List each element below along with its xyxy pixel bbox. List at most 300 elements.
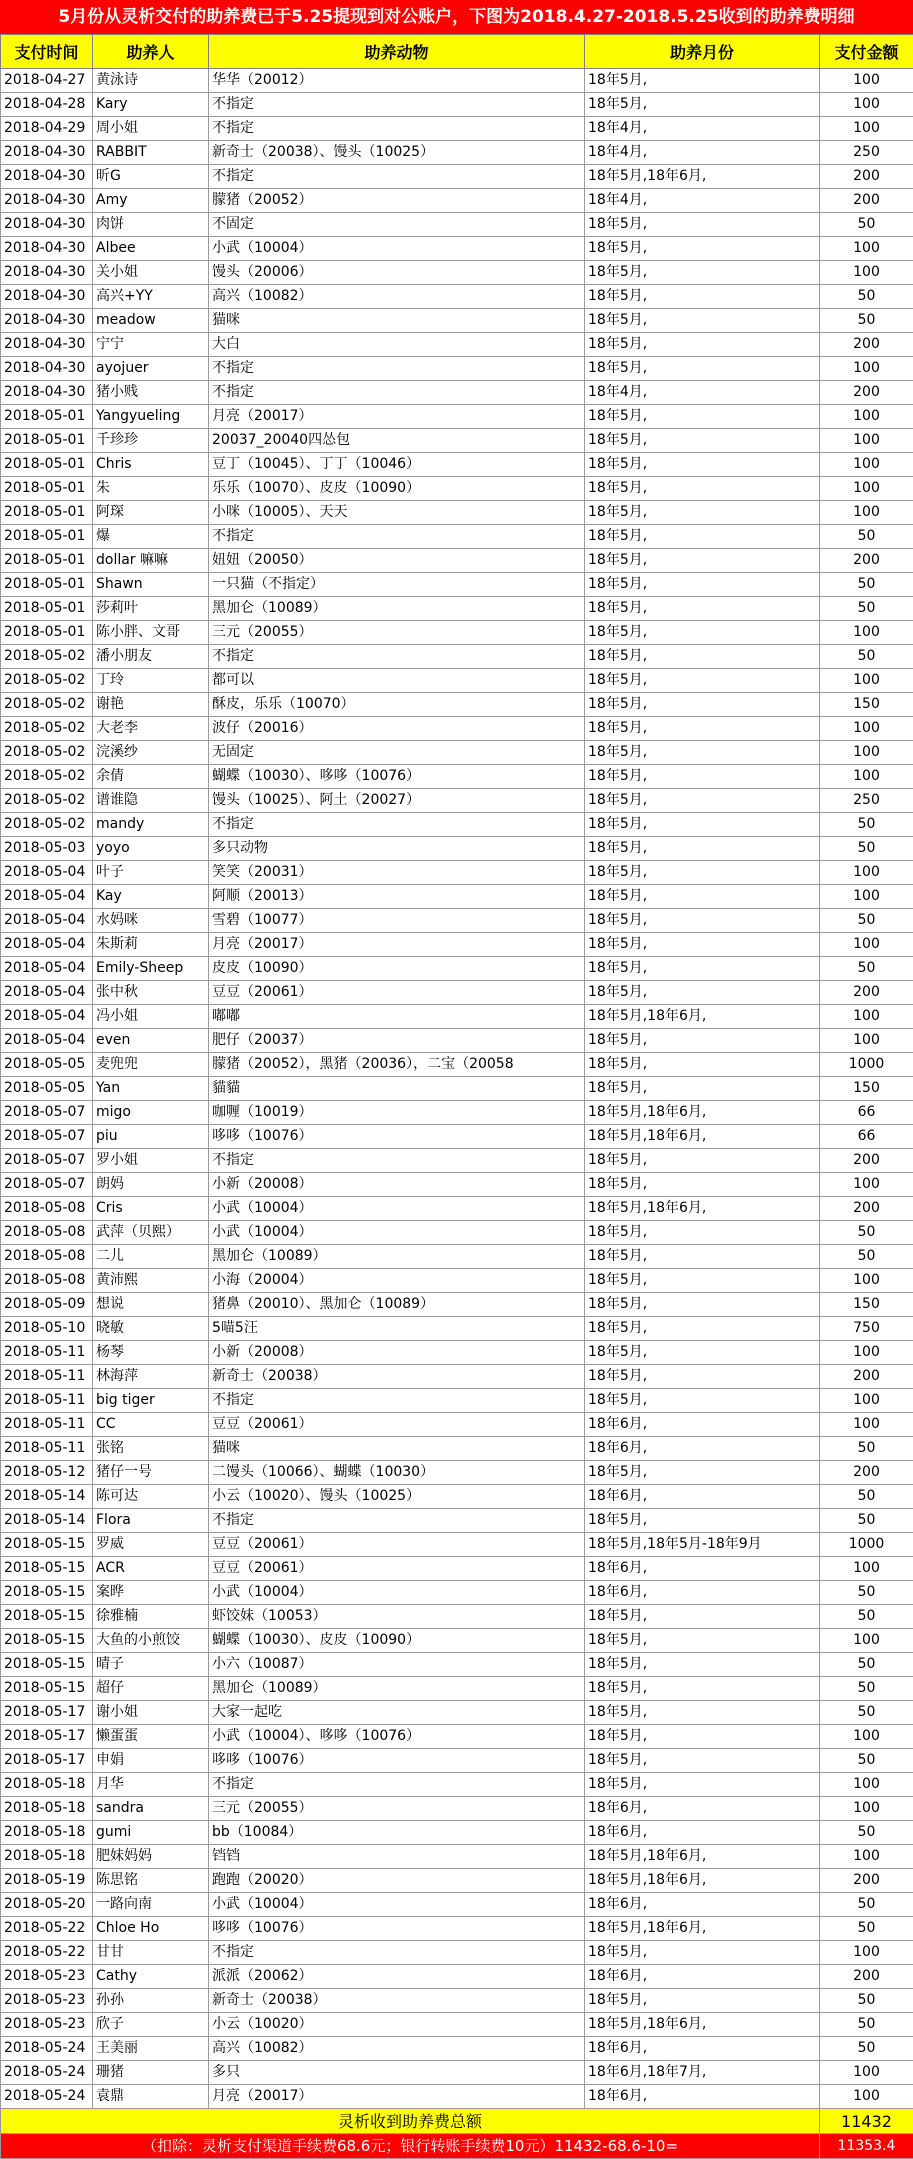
- pay-time-cell: 2018-05-15: [1, 1605, 93, 1629]
- animal-cell: 雪碧（10077）: [209, 909, 585, 933]
- table-row: [1, 573, 913, 597]
- animal-cell: 皮皮（10090）: [209, 957, 585, 981]
- table-row: [1, 1677, 913, 1701]
- amount-cell: 100: [820, 717, 913, 741]
- sponsor-cell: 杨琴: [93, 1341, 209, 1365]
- table-row: [1, 1029, 913, 1053]
- months-cell: 18年5月,: [585, 333, 820, 357]
- months-cell: 18年5月,: [585, 885, 820, 909]
- months-cell: 18年5月,: [585, 1461, 820, 1485]
- pay-time-cell: 2018-05-08: [1, 1269, 93, 1293]
- animal-cell: 哆哆（10076）: [209, 1749, 585, 1773]
- amount-cell: 100: [820, 117, 913, 141]
- pay-time-cell: 2018-05-02: [1, 813, 93, 837]
- months-cell: 18年5月,: [585, 1941, 820, 1965]
- sponsor-cell: 想说: [93, 1293, 209, 1317]
- animal-cell: 小六（10087）: [209, 1653, 585, 1677]
- sponsor-cell: Yangyueling: [93, 405, 209, 429]
- sponsor-cell: Chloe Ho: [93, 1917, 209, 1941]
- table-row: [1, 237, 913, 261]
- amount-cell: 100: [820, 669, 913, 693]
- table-row: [1, 1077, 913, 1101]
- pay-time-cell: 2018-05-18: [1, 1797, 93, 1821]
- animal-cell: 哆哆（10076）: [209, 1917, 585, 1941]
- animal-cell: 妞妞（20050）: [209, 549, 585, 573]
- amount-cell: 50: [820, 1245, 913, 1269]
- pay-time-cell: 2018-05-02: [1, 765, 93, 789]
- months-cell: 18年5月,: [585, 573, 820, 597]
- sponsor-cell: 林海萍: [93, 1365, 209, 1389]
- animal-cell: 一只猫（不指定）: [209, 573, 585, 597]
- table-row: [1, 1413, 913, 1437]
- pay-time-cell: 2018-05-19: [1, 1869, 93, 1893]
- sponsor-cell: 一路向南: [93, 1893, 209, 1917]
- table-row: [1, 1125, 913, 1149]
- table-row: [1, 1917, 913, 1941]
- amount-cell: 1000: [820, 1533, 913, 1557]
- months-cell: 18年5月,18年6月,: [585, 1005, 820, 1029]
- sponsor-cell: 黄沛熙: [93, 1269, 209, 1293]
- animal-cell: 不指定: [209, 1773, 585, 1797]
- sponsor-cell: 浣溪纱: [93, 741, 209, 765]
- amount-cell: 100: [820, 2061, 913, 2085]
- table-row: [1, 1893, 913, 1917]
- animal-cell: 小武（10004）: [209, 1893, 585, 1917]
- months-cell: 18年4月,: [585, 381, 820, 405]
- animal-cell: 馒头（20006）: [209, 261, 585, 285]
- pay-time-cell: 2018-05-11: [1, 1341, 93, 1365]
- pay-time-cell: 2018-05-04: [1, 861, 93, 885]
- months-cell: 18年5月,: [585, 1725, 820, 1749]
- amount-cell: 100: [820, 357, 913, 381]
- sponsor-cell: 肥妹妈妈: [93, 1845, 209, 1869]
- pay-time-cell: 2018-05-15: [1, 1557, 93, 1581]
- pay-time-cell: 2018-05-22: [1, 1917, 93, 1941]
- amount-cell: 200: [820, 1197, 913, 1221]
- animal-cell: 猫咪: [209, 1437, 585, 1461]
- pay-time-cell: 2018-05-24: [1, 2037, 93, 2061]
- months-cell: 18年6月,: [585, 1965, 820, 1989]
- animal-cell: 小武（10004）: [209, 1197, 585, 1221]
- months-cell: 18年5月,: [585, 837, 820, 861]
- amount-cell: 50: [820, 525, 913, 549]
- net-amount: 11353.4: [820, 2134, 913, 2159]
- months-cell: 18年5月,: [585, 1245, 820, 1269]
- sponsor-cell: 超仔: [93, 1677, 209, 1701]
- amount-cell: 100: [820, 933, 913, 957]
- months-cell: 18年6月,18年7月,: [585, 2061, 820, 2085]
- amount-cell: 50: [820, 1221, 913, 1245]
- animal-cell: 不指定: [209, 357, 585, 381]
- sponsor-cell: 丁玲: [93, 669, 209, 693]
- animal-cell: 朦猪（20052）: [209, 189, 585, 213]
- amount-cell: 200: [820, 333, 913, 357]
- pay-time-cell: 2018-05-04: [1, 885, 93, 909]
- sponsor-cell: 陈思铭: [93, 1869, 209, 1893]
- animal-cell: 大家一起吃: [209, 1701, 585, 1725]
- months-cell: 18年5月,: [585, 717, 820, 741]
- sponsor-cell: 朱斯莉: [93, 933, 209, 957]
- table-row: [1, 861, 913, 885]
- sponsor-cell: mandy: [93, 813, 209, 837]
- table-row: [1, 1965, 913, 1989]
- animal-cell: 不指定: [209, 381, 585, 405]
- sponsor-cell: 晴子: [93, 1653, 209, 1677]
- pay-time-cell: 2018-05-11: [1, 1413, 93, 1437]
- animal-cell: 新奇士（20038）: [209, 1989, 585, 2013]
- sponsor-cell: ayojuer: [93, 357, 209, 381]
- pay-time-cell: 2018-04-30: [1, 165, 93, 189]
- animal-cell: 豆豆（20061）: [209, 1533, 585, 1557]
- animal-cell: 新奇士（20038）、馒头（10025）: [209, 141, 585, 165]
- months-cell: 18年5月,18年6月,: [585, 1197, 820, 1221]
- months-cell: 18年5月,18年6月,: [585, 165, 820, 189]
- animal-cell: 高兴（10082）: [209, 285, 585, 309]
- table-row: [1, 1557, 913, 1581]
- months-cell: 18年5月,: [585, 261, 820, 285]
- pay-time-cell: 2018-05-04: [1, 1029, 93, 1053]
- table-row: [1, 333, 913, 357]
- pay-time-cell: 2018-05-07: [1, 1173, 93, 1197]
- sponsor-cell: 高兴+YY: [93, 285, 209, 309]
- amount-cell: 100: [820, 1557, 913, 1581]
- months-cell: 18年5月,: [585, 1365, 820, 1389]
- amount-cell: 100: [820, 1725, 913, 1749]
- header-amount: 支付金额: [820, 35, 913, 69]
- amount-cell: 50: [820, 1653, 913, 1677]
- pay-time-cell: 2018-05-01: [1, 549, 93, 573]
- months-cell: 18年5月,18年6月,: [585, 1101, 820, 1125]
- animal-cell: 小云（10020）: [209, 2013, 585, 2037]
- amount-cell: 50: [820, 1485, 913, 1509]
- months-cell: 18年5月,18年6月,: [585, 1125, 820, 1149]
- pay-time-cell: 2018-04-30: [1, 357, 93, 381]
- amount-cell: 50: [820, 1989, 913, 2013]
- pay-time-cell: 2018-05-11: [1, 1365, 93, 1389]
- months-cell: 18年6月,: [585, 2085, 820, 2109]
- table-row: [1, 1293, 913, 1317]
- table-row: [1, 957, 913, 981]
- sponsor-cell: 张中秋: [93, 981, 209, 1005]
- amount-cell: 250: [820, 789, 913, 813]
- animal-cell: 豆豆（20061）: [209, 981, 585, 1005]
- pay-time-cell: 2018-04-30: [1, 261, 93, 285]
- sponsor-cell: CC: [93, 1413, 209, 1437]
- animal-cell: 豆豆（20061）: [209, 1557, 585, 1581]
- sponsor-cell: 欣子: [93, 2013, 209, 2037]
- amount-cell: 50: [820, 1677, 913, 1701]
- months-cell: 18年5月,: [585, 1509, 820, 1533]
- sponsor-cell: Cris: [93, 1197, 209, 1221]
- pay-time-cell: 2018-05-07: [1, 1101, 93, 1125]
- header-months: 助养月份: [585, 35, 820, 69]
- sponsor-cell: gumi: [93, 1821, 209, 1845]
- amount-cell: 200: [820, 549, 913, 573]
- amount-cell: 100: [820, 741, 913, 765]
- animal-cell: 黑加仑（10089）: [209, 597, 585, 621]
- amount-cell: 50: [820, 957, 913, 981]
- pay-time-cell: 2018-05-15: [1, 1533, 93, 1557]
- months-cell: 18年5月,: [585, 1053, 820, 1077]
- sponsor-cell: 周小姐: [93, 117, 209, 141]
- months-cell: 18年5月,: [585, 1629, 820, 1653]
- pay-time-cell: 2018-05-01: [1, 597, 93, 621]
- amount-cell: 50: [820, 213, 913, 237]
- pay-time-cell: 2018-04-28: [1, 93, 93, 117]
- table-row: [1, 477, 913, 501]
- sponsor-cell: dollar 嘛嘛: [93, 549, 209, 573]
- animal-cell: 大白: [209, 333, 585, 357]
- animal-cell: 不指定: [209, 117, 585, 141]
- animal-cell: 小新（20008）: [209, 1173, 585, 1197]
- pay-time-cell: 2018-04-29: [1, 117, 93, 141]
- amount-cell: 100: [820, 861, 913, 885]
- pay-time-cell: 2018-05-02: [1, 669, 93, 693]
- amount-cell: 50: [820, 1821, 913, 1845]
- amount-cell: 100: [820, 2085, 913, 2109]
- table-row: [1, 1149, 913, 1173]
- months-cell: 18年5月,18年6月,: [585, 1917, 820, 1941]
- table-row: [1, 1989, 913, 2013]
- table-row: [1, 453, 913, 477]
- amount-cell: 100: [820, 1005, 913, 1029]
- table-row: [1, 837, 913, 861]
- table-row: [1, 261, 913, 285]
- pay-time-cell: 2018-05-18: [1, 1821, 93, 1845]
- animal-cell: 小武（10004）: [209, 1221, 585, 1245]
- pay-time-cell: 2018-05-08: [1, 1221, 93, 1245]
- pay-time-cell: 2018-05-04: [1, 933, 93, 957]
- sponsor-cell: 冯小姐: [93, 1005, 209, 1029]
- amount-cell: 50: [820, 1581, 913, 1605]
- pay-time-cell: 2018-05-08: [1, 1245, 93, 1269]
- amount-cell: 100: [820, 1173, 913, 1197]
- pay-time-cell: 2018-05-07: [1, 1149, 93, 1173]
- sponsor-cell: 罗威: [93, 1533, 209, 1557]
- amount-cell: 50: [820, 1437, 913, 1461]
- pay-time-cell: 2018-04-30: [1, 333, 93, 357]
- months-cell: 18年5月,: [585, 1773, 820, 1797]
- sponsor-cell: 二儿: [93, 1245, 209, 1269]
- pay-time-cell: 2018-05-23: [1, 1965, 93, 1989]
- table-row: [1, 381, 913, 405]
- amount-cell: 100: [820, 1773, 913, 1797]
- animal-cell: 不指定: [209, 1509, 585, 1533]
- pay-time-cell: 2018-05-12: [1, 1461, 93, 1485]
- pay-time-cell: 2018-05-18: [1, 1773, 93, 1797]
- months-cell: 18年5月,: [585, 1221, 820, 1245]
- months-cell: 18年5月,: [585, 69, 820, 93]
- animal-cell: 小咪（10005）、天天: [209, 501, 585, 525]
- sponsor-cell: 晓敏: [93, 1317, 209, 1341]
- sponsor-cell: 宁宁: [93, 333, 209, 357]
- months-cell: 18年5月,: [585, 1269, 820, 1293]
- animal-cell: 新奇士（20038）: [209, 1365, 585, 1389]
- table-row: [1, 285, 913, 309]
- pay-time-cell: 2018-04-30: [1, 189, 93, 213]
- sponsor-cell: even: [93, 1029, 209, 1053]
- amount-cell: 250: [820, 141, 913, 165]
- amount-cell: 50: [820, 1701, 913, 1725]
- pay-time-cell: 2018-05-02: [1, 645, 93, 669]
- sponsor-cell: Emily-Sheep: [93, 957, 209, 981]
- sponsor-cell: 申娟: [93, 1749, 209, 1773]
- sponsor-cell: 大鱼的小煎饺: [93, 1629, 209, 1653]
- animal-cell: 笑笑（20031）: [209, 861, 585, 885]
- pay-time-cell: 2018-05-02: [1, 741, 93, 765]
- table-row: [1, 693, 913, 717]
- animal-cell: 三元（20055）: [209, 621, 585, 645]
- pay-time-cell: 2018-05-03: [1, 837, 93, 861]
- table-row: [1, 1485, 913, 1509]
- table-row: [1, 981, 913, 1005]
- pay-time-cell: 2018-05-07: [1, 1125, 93, 1149]
- fee-note-label: （扣除：灵析支付渠道手续费68.6元；银行转账手续费10元）11432-68.6-10=: [1, 2134, 820, 2159]
- animal-cell: 无固定: [209, 741, 585, 765]
- months-cell: 18年5月,: [585, 405, 820, 429]
- animal-cell: 不指定: [209, 525, 585, 549]
- pay-time-cell: 2018-05-01: [1, 453, 93, 477]
- table-row: [1, 597, 913, 621]
- months-cell: 18年5月,: [585, 933, 820, 957]
- months-cell: 18年5月,: [585, 453, 820, 477]
- months-cell: 18年5月,: [585, 669, 820, 693]
- amount-cell: 1000: [820, 1053, 913, 1077]
- amount-cell: 100: [820, 1845, 913, 1869]
- amount-cell: 200: [820, 1869, 913, 1893]
- pay-time-cell: 2018-05-17: [1, 1749, 93, 1773]
- amount-cell: 100: [820, 765, 913, 789]
- pay-time-cell: 2018-04-30: [1, 285, 93, 309]
- months-cell: 18年5月,: [585, 1077, 820, 1101]
- table-row: [1, 1725, 913, 1749]
- months-cell: 18年5月,: [585, 1389, 820, 1413]
- animal-cell: 咖喱（10019）: [209, 1101, 585, 1125]
- months-cell: 18年4月,: [585, 141, 820, 165]
- amount-cell: 100: [820, 429, 913, 453]
- donation-table: [0, 34, 913, 2159]
- pay-time-cell: 2018-05-15: [1, 1629, 93, 1653]
- sponsor-cell: 月华: [93, 1773, 209, 1797]
- months-cell: 18年5月,: [585, 1341, 820, 1365]
- months-cell: 18年6月,: [585, 1413, 820, 1437]
- pay-time-cell: 2018-05-11: [1, 1437, 93, 1461]
- amount-cell: 100: [820, 477, 913, 501]
- sponsor-cell: 案晔: [93, 1581, 209, 1605]
- pay-time-cell: 2018-05-04: [1, 909, 93, 933]
- pay-time-cell: 2018-05-15: [1, 1653, 93, 1677]
- animal-cell: 馒头（10025）、阿土（20027）: [209, 789, 585, 813]
- pay-time-cell: 2018-05-20: [1, 1893, 93, 1917]
- months-cell: 18年5月,: [585, 861, 820, 885]
- months-cell: 18年5月,: [585, 741, 820, 765]
- sponsor-cell: 陈可达: [93, 1485, 209, 1509]
- animal-cell: 乐乐（10070）、皮皮（10090）: [209, 477, 585, 501]
- pay-time-cell: 2018-04-30: [1, 141, 93, 165]
- sponsor-cell: yoyo: [93, 837, 209, 861]
- pay-time-cell: 2018-05-04: [1, 957, 93, 981]
- pay-time-cell: 2018-04-27: [1, 69, 93, 93]
- months-cell: 18年5月,: [585, 1677, 820, 1701]
- months-cell: 18年5月,18年6月,: [585, 2013, 820, 2037]
- pay-time-cell: 2018-05-23: [1, 1989, 93, 2013]
- months-cell: 18年5月,: [585, 1989, 820, 2013]
- table-row: [1, 1581, 913, 1605]
- pay-time-cell: 2018-05-01: [1, 621, 93, 645]
- table-row: [1, 1053, 913, 1077]
- animal-cell: 二馒头（10066）、蝴蝶（10030）: [209, 1461, 585, 1485]
- pay-time-cell: 2018-05-14: [1, 1485, 93, 1509]
- table-row: [1, 2085, 913, 2109]
- sponsor-cell: 朗妈: [93, 1173, 209, 1197]
- amount-cell: 50: [820, 1749, 913, 1773]
- amount-cell: 100: [820, 237, 913, 261]
- amount-cell: 100: [820, 1797, 913, 1821]
- animal-cell: 猫咪: [209, 309, 585, 333]
- table-row: [1, 789, 913, 813]
- total-row: [1, 2109, 913, 2134]
- sponsor-cell: 谱谁隐: [93, 789, 209, 813]
- table-row: [1, 717, 913, 741]
- amount-cell: 200: [820, 981, 913, 1005]
- header-sponsor: 助养人: [93, 35, 209, 69]
- amount-cell: 100: [820, 453, 913, 477]
- table-row: [1, 813, 913, 837]
- animal-cell: 5喵5汪: [209, 1317, 585, 1341]
- animal-cell: 小武（10004）: [209, 1581, 585, 1605]
- pay-time-cell: 2018-05-04: [1, 1005, 93, 1029]
- amount-cell: 100: [820, 93, 913, 117]
- animal-cell: 豆豆（20061）: [209, 1413, 585, 1437]
- amount-cell: 200: [820, 165, 913, 189]
- months-cell: 18年5月,: [585, 477, 820, 501]
- sponsor-cell: Shawn: [93, 573, 209, 597]
- pay-time-cell: 2018-04-30: [1, 237, 93, 261]
- amount-cell: 100: [820, 1941, 913, 1965]
- amount-cell: 50: [820, 1509, 913, 1533]
- animal-cell: 铛铛: [209, 1845, 585, 1869]
- amount-cell: 150: [820, 693, 913, 717]
- months-cell: 18年5月,: [585, 525, 820, 549]
- table-row: [1, 405, 913, 429]
- sponsor-cell: Kary: [93, 93, 209, 117]
- table-row: [1, 2013, 913, 2037]
- animal-cell: 猪鼻（20010）、黑加仑（10089）: [209, 1293, 585, 1317]
- header-animal: 助养动物: [209, 35, 585, 69]
- amount-cell: 66: [820, 1101, 913, 1125]
- animal-cell: 小海（20004）: [209, 1269, 585, 1293]
- amount-cell: 100: [820, 261, 913, 285]
- months-cell: 18年5月,: [585, 213, 820, 237]
- sponsor-cell: 余倩: [93, 765, 209, 789]
- table-row: [1, 429, 913, 453]
- table-row: [1, 117, 913, 141]
- table-row: [1, 213, 913, 237]
- sponsor-cell: meadow: [93, 309, 209, 333]
- animal-cell: 朦猪（20052），黑猪（20036），二宝（20058: [209, 1053, 585, 1077]
- table-row: [1, 1605, 913, 1629]
- months-cell: 18年6月,: [585, 1797, 820, 1821]
- amount-cell: 150: [820, 1077, 913, 1101]
- pay-time-cell: 2018-05-02: [1, 693, 93, 717]
- table-row: [1, 1749, 913, 1773]
- animal-cell: 华华（20012）: [209, 69, 585, 93]
- sponsor-cell: 猪仔一号: [93, 1461, 209, 1485]
- table-row: [1, 1653, 913, 1677]
- animal-cell: 不指定: [209, 645, 585, 669]
- sponsor-cell: 袁鼎: [93, 2085, 209, 2109]
- amount-cell: 100: [820, 501, 913, 525]
